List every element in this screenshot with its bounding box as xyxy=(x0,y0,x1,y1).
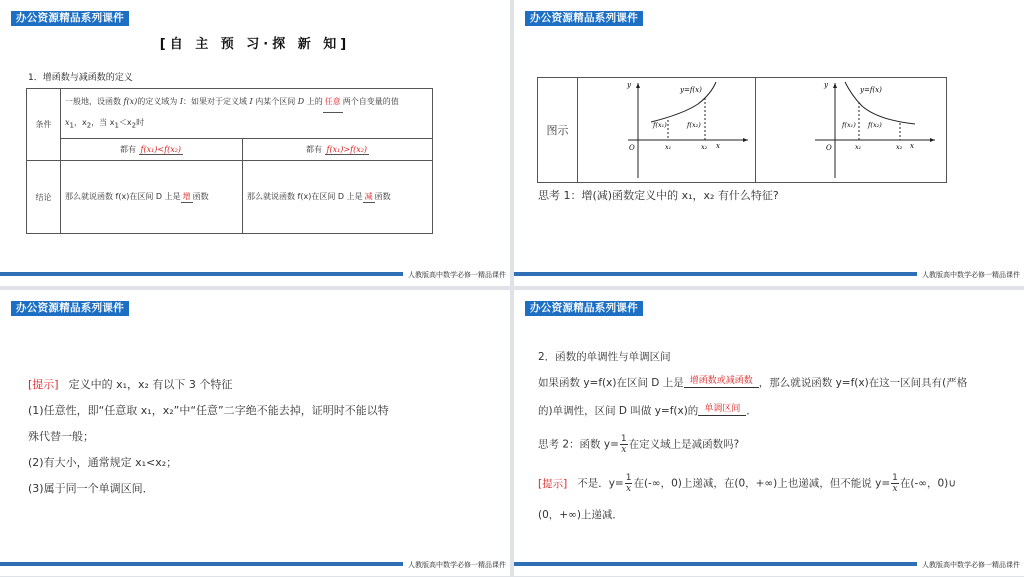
brand-label: 办公资源精品系列课件 xyxy=(11,301,129,316)
increasing-blank: f(x₁)<f(x₂) xyxy=(140,145,182,154)
definition-line-2: 的)单调性，区间 D 叫做 y=f(x)的 单调区间 ． xyxy=(538,404,757,417)
x2-label: x₂ xyxy=(896,143,903,151)
x-axis-arrow xyxy=(930,138,935,142)
y-label: y xyxy=(627,81,631,89)
f2-label: f(x₂) xyxy=(868,121,882,129)
x1-label: x₁ xyxy=(665,143,672,151)
slide-3 xyxy=(0,290,510,576)
hint-line-5: (3)属于同一个单调区间． xyxy=(28,482,154,495)
definition-line-1: 如果函数 y=f(x)在区间 D 上是 增函数或减函数 ，那么就说函数 y=f(x)在这一区间具有(严格 xyxy=(538,376,968,389)
brand-label: 办公资源精品系列课件 xyxy=(525,301,643,316)
hint-body xyxy=(28,372,498,502)
increasing-condition: 都有 f(x₁)<f(x₂) xyxy=(61,139,243,161)
hint-answer: [提示] 不是．y= $\frac{1}{x}$ 在(-∞，0)上递减，在(0，+∞)上也递减，但不能说 y= $\frac{1}{x}$ 在(-∞，0)∪ xyxy=(538,473,956,494)
x-label: x xyxy=(716,142,720,150)
curve-label: y=f(x) xyxy=(860,86,882,94)
increasing-conclusion: 那么就说函数 f(x)在区间 D 上是 增 函数 xyxy=(61,161,243,234)
y-label: y xyxy=(824,81,828,89)
brand-label: 办公资源精品系列课件 xyxy=(525,11,643,26)
y-axis-arrow xyxy=(833,83,837,88)
answer-blank-1: 增函数或减函数 xyxy=(684,375,759,388)
hint-line-1: [提示] 定义中的 x₁，x₂ 有以下 3 个特征 xyxy=(28,378,233,391)
footer-text: 人教版高中数学必修一精品课件 xyxy=(403,559,510,571)
decreasing-condition: 都有 f(x₁)>f(x₂) xyxy=(243,139,433,161)
hint-tag: [提示] xyxy=(28,378,59,391)
decreasing-blank: f(x₁)>f(x₂) xyxy=(326,145,368,154)
origin-label: O xyxy=(826,144,832,152)
graph-table xyxy=(537,77,947,183)
footer-text: 人教版高中数学必修一精品课件 xyxy=(917,269,1024,281)
slide-2 xyxy=(514,0,1024,286)
footer-text: 人教版高中数学必修一精品课件 xyxy=(917,559,1024,571)
decreasing-graph xyxy=(760,78,945,184)
curve-label: y=f(x) xyxy=(680,86,702,94)
footer-text: 人教版高中数学必修一精品课件 xyxy=(403,269,510,281)
condition-text: 一般地，设函数 f(x)的定义域为 I：如果对于定义域 I 内某个区间 D 上的 任意 两个自变量的值 $x_1$，$x_2$，当 $x_1<x_2$时 xyxy=(61,89,433,139)
slide-4 xyxy=(514,290,1024,576)
brand-label: 办公资源精品系列课件 xyxy=(11,11,129,26)
fraction: $\frac{1}{x}$ xyxy=(620,434,627,455)
x-label: x xyxy=(910,142,914,150)
slide-1 xyxy=(0,0,510,286)
x2-label: x₂ xyxy=(701,143,708,151)
hint-line-3: 殊代替一般； xyxy=(28,430,94,443)
hint-tag: [提示] xyxy=(538,477,568,490)
origin-label: O xyxy=(629,144,635,152)
x1-label: x₁ xyxy=(855,143,862,151)
increasing-graph xyxy=(583,78,753,184)
section-title: [自 主 预 习·探 新 知] xyxy=(159,37,351,52)
hint-line-2: (1)任意性，即“任意取 x₁，x₂”中“任意”二字绝不能去掉，证明时不能以特 xyxy=(28,404,389,417)
decreasing-conclusion: 那么就说函数 f(x)在区间 D 上是 减 函数 xyxy=(243,161,433,234)
conclusion-label: 结论 xyxy=(27,161,61,234)
hint-line-4: (2)有大小，通常规定 x₁<x₂； xyxy=(28,456,178,469)
f2-label: f(x₂) xyxy=(687,121,701,129)
x-axis-arrow xyxy=(743,138,748,142)
graph-divider xyxy=(755,78,756,182)
monotonicity-body xyxy=(538,348,1013,524)
any-blank: 任意 xyxy=(323,92,343,113)
f1-label: f(x₁) xyxy=(842,121,856,129)
section-heading-2: 2．函数的单调性与单调区间 xyxy=(538,351,671,363)
f1-label: f(x₁) xyxy=(653,121,667,129)
hint-answer-end: (0，+∞)上递减． xyxy=(538,509,623,521)
condition-label: 条件 xyxy=(27,89,61,161)
think-question-2: 思考 2：函数 y= $\frac{1}{x}$ 在定义域上是减函数吗? xyxy=(538,434,740,455)
think-question-1: 思考 1：增(减)函数定义中的 x₁，x₂ 有什么特征? xyxy=(538,189,779,202)
answer-blank-2: 单调区间 xyxy=(698,403,746,416)
section-heading: 1．增函数与减函数的定义 xyxy=(28,73,133,83)
graph-label: 图示 xyxy=(538,78,578,182)
definition-table xyxy=(26,88,433,234)
y-axis-arrow xyxy=(636,83,640,88)
